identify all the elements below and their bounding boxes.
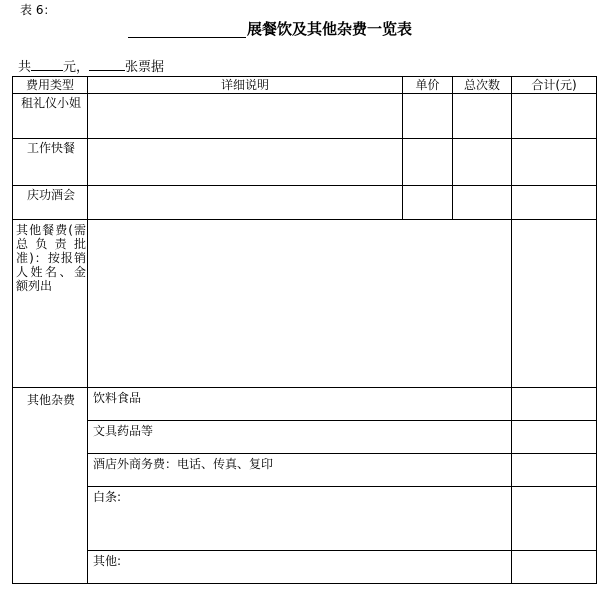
total-cell[interactable]: [512, 454, 597, 487]
total-cell[interactable]: [512, 139, 597, 186]
header-total: 合计(元): [512, 77, 597, 94]
total-cell[interactable]: [512, 487, 597, 551]
title-blank-line: [128, 37, 246, 38]
detail-cell[interactable]: [88, 139, 403, 186]
table-number-label: 表 6：: [20, 3, 56, 17]
count-cell[interactable]: [453, 139, 512, 186]
table-row: [13, 139, 597, 186]
header-count: 总次数: [453, 77, 512, 94]
misc-item-business-services[interactable]: 酒店外商务费：电话、传真、复印: [88, 454, 512, 487]
summary-prefix: 共: [18, 60, 32, 75]
misc-item-other[interactable]: 其他:: [88, 551, 512, 584]
detail-cell[interactable]: [88, 186, 403, 220]
type-celebration-banquet: 庆功酒会: [13, 186, 88, 220]
table-row: [13, 551, 597, 584]
header-type: 费用类型: [13, 77, 88, 94]
page-title: 展餐饮及其他杂费一览表: [247, 20, 413, 38]
count-cell[interactable]: [453, 94, 512, 139]
type-other-misc: 其他杂费: [13, 388, 88, 584]
summary-line: [18, 58, 164, 77]
table-row: [13, 388, 597, 421]
misc-item-stationery-medicine[interactable]: 文具药品等: [88, 421, 512, 454]
amount-blank: [31, 58, 63, 71]
detail-cell[interactable]: [88, 94, 403, 139]
misc-item-iou[interactable]: 白条:: [88, 487, 512, 551]
detail-cell[interactable]: [88, 220, 512, 388]
unit-price-cell[interactable]: [403, 186, 453, 220]
header-detail: 详细说明: [88, 77, 403, 94]
table-row: [13, 220, 597, 388]
summary-unit-yuan: 元，: [63, 60, 90, 75]
table-row: [13, 421, 597, 454]
table-row: [13, 454, 597, 487]
total-cell[interactable]: [512, 551, 597, 584]
receipt-count-blank: [89, 58, 125, 71]
type-other-meals: 其他餐费(需总负责批准)：按报销人姓名、金额列出: [13, 220, 88, 388]
total-cell[interactable]: [512, 388, 597, 421]
unit-price-cell[interactable]: [403, 139, 453, 186]
header-row: [13, 77, 597, 94]
table-row: [13, 487, 597, 551]
expense-table: [12, 76, 597, 584]
total-cell[interactable]: [512, 220, 597, 388]
total-cell[interactable]: [512, 421, 597, 454]
type-work-meal: 工作快餐: [13, 139, 88, 186]
misc-item-drinks-food[interactable]: 饮料食品: [88, 388, 512, 421]
summary-unit-receipts: 张票据: [125, 60, 165, 75]
type-hostess: 租礼仪小姐: [13, 94, 88, 139]
unit-price-cell[interactable]: [403, 94, 453, 139]
total-cell[interactable]: [512, 94, 597, 139]
header-unit-price: 单价: [403, 77, 453, 94]
total-cell[interactable]: [512, 186, 597, 220]
table-row: [13, 186, 597, 220]
table-row: [13, 94, 597, 139]
count-cell[interactable]: [453, 186, 512, 220]
